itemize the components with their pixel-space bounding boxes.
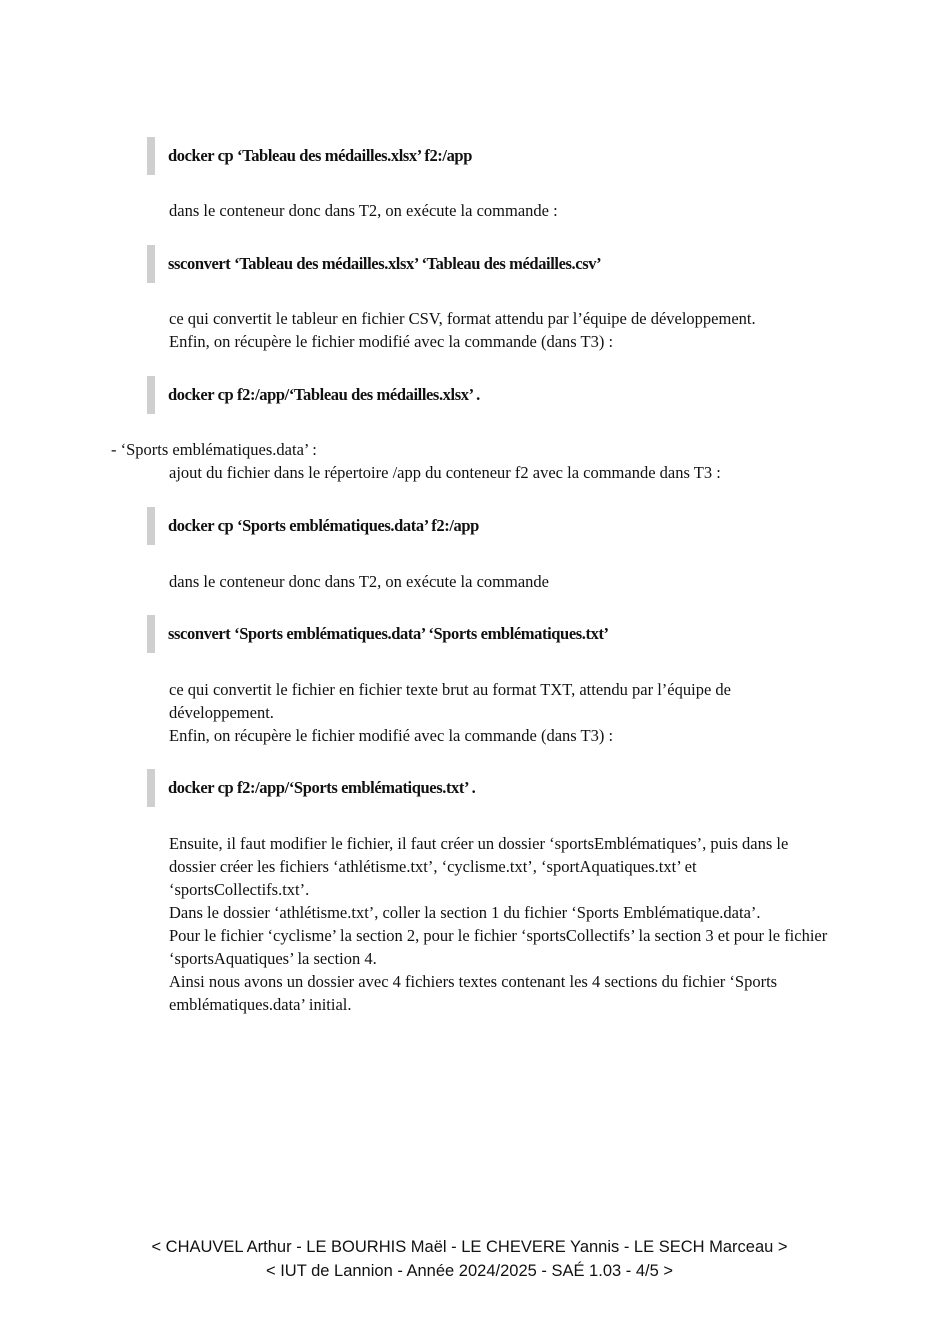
command-block	[147, 507, 479, 545]
command-text: ssconvert ‘Sports emblématiques.data’ ‘Sports emblématiques.txt’	[168, 624, 609, 643]
command-block	[147, 137, 472, 175]
paragraph	[169, 570, 839, 593]
paragraph-line: dans le conteneur donc dans T2, on exécute la commande :	[169, 201, 558, 220]
paragraph	[169, 832, 839, 1016]
command-block	[147, 376, 480, 414]
paragraph	[169, 461, 839, 484]
paragraph-line: Ensuite, il faut modifier le fichier, il faut créer un dossier ‘sportsEmblématiques’, puis dans le dossier créer les fichiers ‘athlétisme.txt’, ‘cyclisme.txt’, ‘sportAquatiques.txt’ et ‘sportsCollectifs.txt’.	[169, 834, 789, 899]
paragraph-line: Enfin, on récupère le fichier modifié avec la commande (dans T3) :	[169, 726, 614, 745]
command-block	[147, 245, 601, 283]
command-block	[147, 769, 475, 807]
footer-authors: < CHAUVEL Arthur - LE BOURHIS Maël - LE CHEVERE Yannis - LE SECH Marceau >	[151, 1238, 788, 1256]
paragraph-line: Dans le dossier ‘athlétisme.txt’, coller la section 1 du fichier ‘Sports Emblématique.data’.	[169, 903, 761, 922]
command-block	[147, 615, 609, 653]
paragraph-line: Pour le fichier ‘cyclisme’ la section 2, pour le fichier ‘sportsCollectifs’ la section 3 et pour le fichier ‘sportsAquatiques’ la section 4.	[169, 926, 828, 968]
paragraph-line: ajout du fichier dans le répertoire /app du conteneur f2 avec la commande dans T3 :	[169, 463, 721, 482]
paragraph	[169, 678, 839, 747]
command-text: docker cp ‘Tableau des médailles.xlsx’ f2:/app	[168, 146, 472, 165]
bullet-text: - ‘Sports emblématiques.data’ :	[111, 440, 317, 459]
paragraph-line: ce qui convertit le tableur en fichier CSV, format attendu par l’équipe de développement.	[169, 309, 756, 328]
command-text: docker cp ‘Sports emblématiques.data’ f2:/app	[168, 516, 479, 535]
page-footer	[0, 1235, 939, 1283]
paragraph	[169, 307, 839, 353]
bullet-item	[111, 438, 781, 461]
paragraph-line: dans le conteneur donc dans T2, on exécute la commande	[169, 572, 549, 591]
paragraph-line: Enfin, on récupère le fichier modifié avec la commande (dans T3) :	[169, 332, 614, 351]
command-text: docker cp f2:/app/‘Sports emblématiques.txt’ .	[168, 778, 476, 797]
paragraph	[169, 199, 839, 222]
command-text: ssconvert ‘Tableau des médailles.xlsx’ ‘Tableau des médailles.csv’	[168, 254, 602, 273]
paragraph-line: Ainsi nous avons un dossier avec 4 fichiers textes contenant les 4 sections du fichier ‘Sports emblématiques.data’ initial.	[169, 972, 778, 1014]
command-text: docker cp f2:/app/‘Tableau des médailles.xlsx’ .	[168, 385, 480, 404]
paragraph-line: ce qui convertit le fichier en fichier texte brut au format TXT, attendu par l’équipe de développement.	[169, 680, 731, 722]
footer-course: < IUT de Lannion - Année 2024/2025 - SAÉ 1.03 - 4/5 >	[266, 1262, 673, 1280]
